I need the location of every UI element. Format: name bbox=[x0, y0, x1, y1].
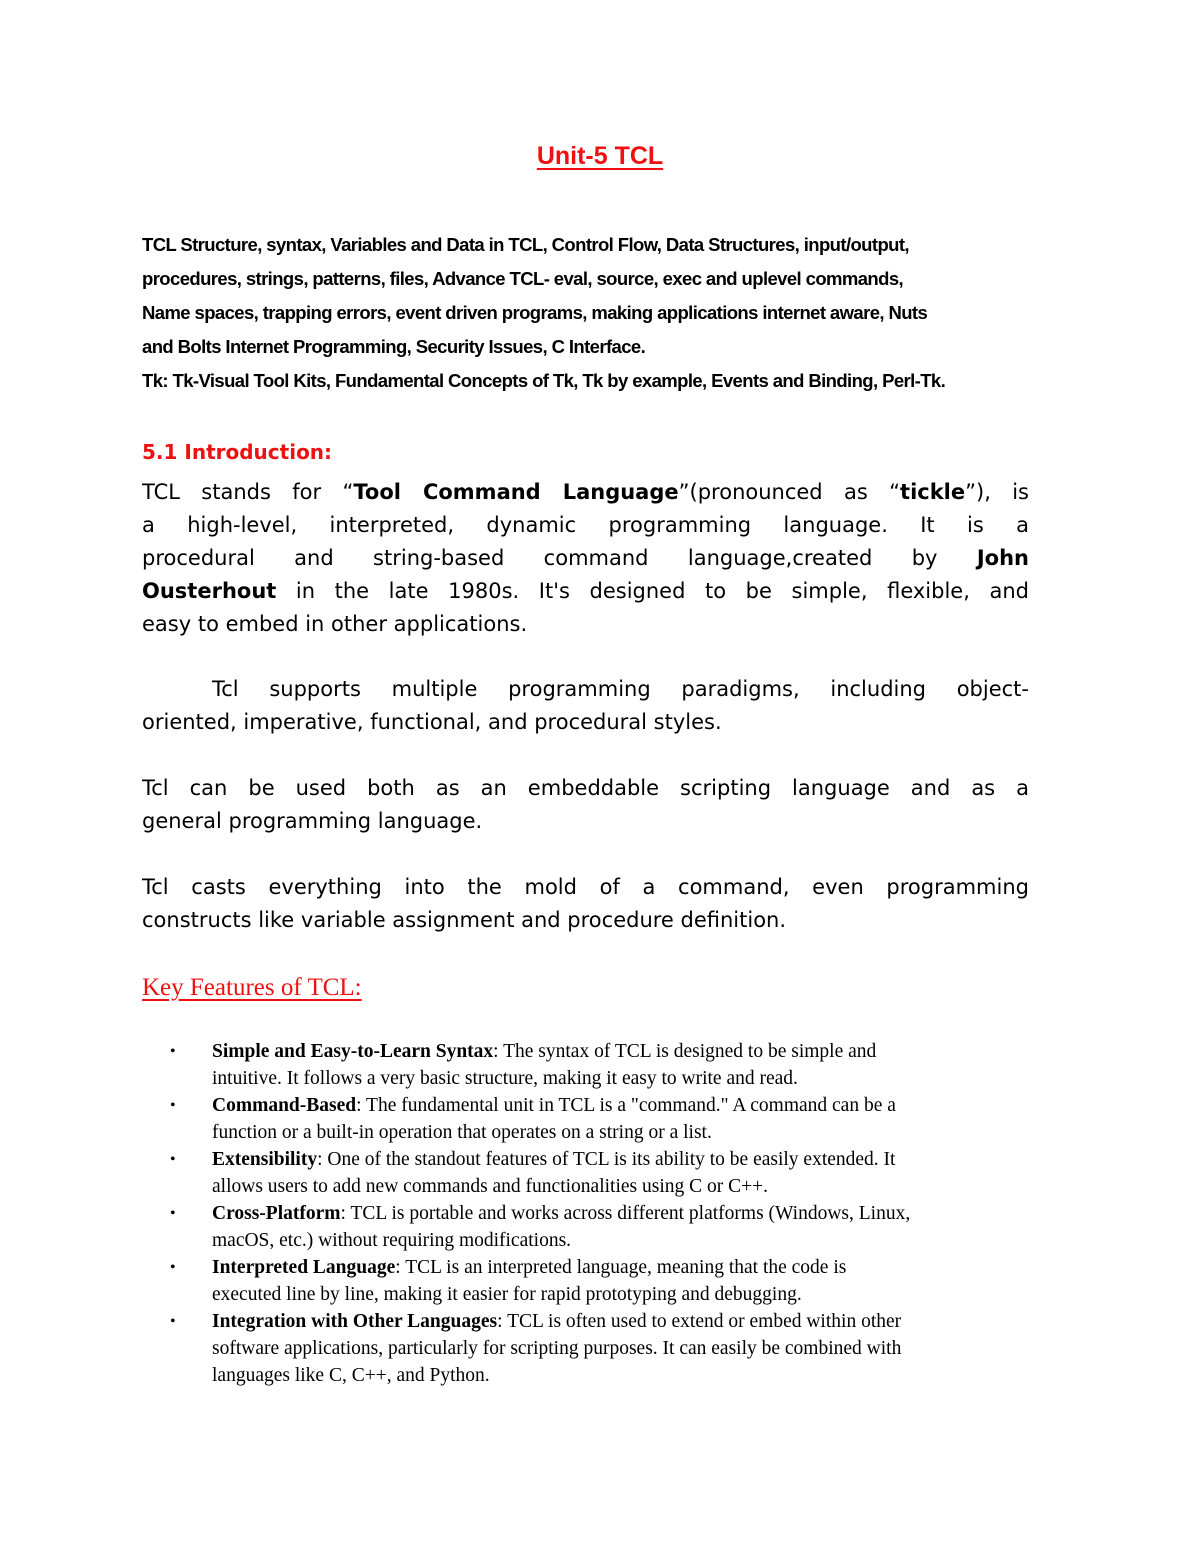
text-run: ”), is bbox=[965, 480, 1029, 504]
bold-term: tickle bbox=[900, 480, 966, 504]
bullet-icon: • bbox=[170, 1151, 176, 1168]
paragraph-line bbox=[142, 542, 1029, 575]
paragraph-line: constructs like variable assignment and procedure definition. bbox=[142, 908, 787, 932]
paragraph-line: general programming language. bbox=[142, 809, 483, 833]
syllabus-line: Tk: Tk-Visual Tool Kits, Fundamental Concepts of Tk, Tk by example, Events and Binding, Perl-Tk. bbox=[142, 370, 946, 391]
text-run: : TCL is an interpreted language, meaning that the code is bbox=[395, 1257, 847, 1278]
bold-term: John bbox=[976, 546, 1029, 570]
bullet-icon: • bbox=[170, 1097, 176, 1114]
list-item bbox=[160, 1038, 1060, 1092]
bullet-icon: • bbox=[170, 1313, 176, 1330]
list-item bbox=[160, 1308, 1060, 1389]
feature-term: Cross-Platform bbox=[212, 1203, 341, 1224]
syllabus-block bbox=[142, 228, 1042, 398]
text-run: ”(pronounced as “ bbox=[678, 480, 901, 504]
page-title: Unit-5 TCL bbox=[536, 142, 664, 170]
list-item-line: languages like C, C++, and Python. bbox=[212, 1365, 490, 1386]
feature-term: Extensibility bbox=[212, 1149, 318, 1170]
list-item-line bbox=[212, 1308, 1060, 1335]
section-heading-key-features: Key Features of TCL: bbox=[142, 974, 362, 1001]
text-run: : The fundamental unit in TCL is a "command." A command can be a bbox=[356, 1095, 896, 1116]
text-run: procedural and string-based command language,created by bbox=[142, 546, 977, 570]
paragraph-line bbox=[142, 575, 1029, 608]
feature-term: Interpreted Language bbox=[212, 1257, 396, 1278]
feature-term: Simple and Easy-to-Learn Syntax bbox=[212, 1041, 494, 1062]
section-heading-introduction: 5.1 Introduction: bbox=[142, 440, 333, 464]
text-run: : TCL is portable and works across different platforms (Windows, Linux, bbox=[340, 1203, 911, 1224]
list-item bbox=[160, 1200, 1060, 1254]
bold-term: Ousterhout bbox=[142, 579, 277, 603]
list-item bbox=[160, 1092, 1060, 1146]
list-item bbox=[160, 1146, 1060, 1200]
syllabus-line: Name spaces, trapping errors, event driven programs, making applications internet aware, Nuts bbox=[142, 302, 928, 323]
list-item-line bbox=[212, 1200, 1060, 1227]
text-run: in the late 1980s. It's designed to be simple, flexible, and bbox=[276, 579, 1029, 603]
bullet-icon: • bbox=[170, 1205, 176, 1222]
paragraph-line: oriented, imperative, functional, and procedural styles. bbox=[142, 710, 722, 734]
features-list bbox=[160, 1038, 1060, 1389]
feature-term: Integration with Other Languages bbox=[212, 1311, 498, 1332]
list-item bbox=[160, 1254, 1060, 1308]
paragraph-line: Tcl can be used both as an embeddable scripting language and as a bbox=[142, 776, 1029, 800]
list-item-line bbox=[212, 1092, 1060, 1119]
command-paragraph bbox=[142, 871, 1029, 937]
paragraph-line: Tcl supports multiple programming paradigms, including object- bbox=[212, 677, 1029, 701]
list-item-line bbox=[212, 1254, 1060, 1281]
paragraph-line: easy to embed in other applications. bbox=[142, 612, 528, 636]
paragraph-line: a high-level, interpreted, dynamic programming language. It is a bbox=[142, 513, 1029, 537]
text-run: : TCL is often used to extend or embed within other bbox=[497, 1311, 902, 1332]
bullet-icon: • bbox=[170, 1043, 176, 1060]
text-run: : The syntax of TCL is designed to be simple and bbox=[493, 1041, 877, 1062]
list-item-line: allows users to add new commands and functionalities using C or C++. bbox=[212, 1176, 768, 1197]
embeddable-paragraph bbox=[142, 772, 1029, 838]
list-item-line: macOS, etc.) without requiring modifications. bbox=[212, 1230, 572, 1251]
list-item-line bbox=[212, 1146, 1060, 1173]
text-run: : One of the standout features of TCL is its ability to be easily extended. It bbox=[317, 1149, 896, 1170]
syllabus-line: TCL Structure, syntax, Variables and Data in TCL, Control Flow, Data Structures, input/output, bbox=[142, 234, 909, 255]
bullet-icon: • bbox=[170, 1259, 176, 1276]
bold-term: Tool Command Language bbox=[353, 480, 679, 504]
text-run: TCL stands for “ bbox=[142, 480, 354, 504]
syllabus-line: and Bolts Internet Programming, Security Issues, C Interface. bbox=[142, 336, 646, 357]
list-item-line: function or a built-in operation that operates on a string or a list. bbox=[212, 1122, 712, 1143]
syllabus-line: procedures, strings, patterns, files, Advance TCL- eval, source, exec and uplevel commands, bbox=[142, 268, 904, 289]
feature-term: Command-Based bbox=[212, 1095, 357, 1116]
list-item-line: executed line by line, making it easier for rapid prototyping and debugging. bbox=[212, 1284, 802, 1305]
list-item-line bbox=[212, 1038, 1060, 1065]
intro-paragraph bbox=[142, 476, 1029, 641]
list-item-line: intuitive. It follows a very basic structure, making it easy to write and read. bbox=[212, 1068, 798, 1089]
paragraph-line bbox=[142, 476, 1029, 509]
paradigms-paragraph bbox=[142, 673, 1029, 739]
list-item-line: software applications, particularly for scripting purposes. It can easily be combined with bbox=[212, 1338, 902, 1359]
paragraph-line: Tcl casts everything into the mold of a command, even programming bbox=[142, 875, 1029, 899]
